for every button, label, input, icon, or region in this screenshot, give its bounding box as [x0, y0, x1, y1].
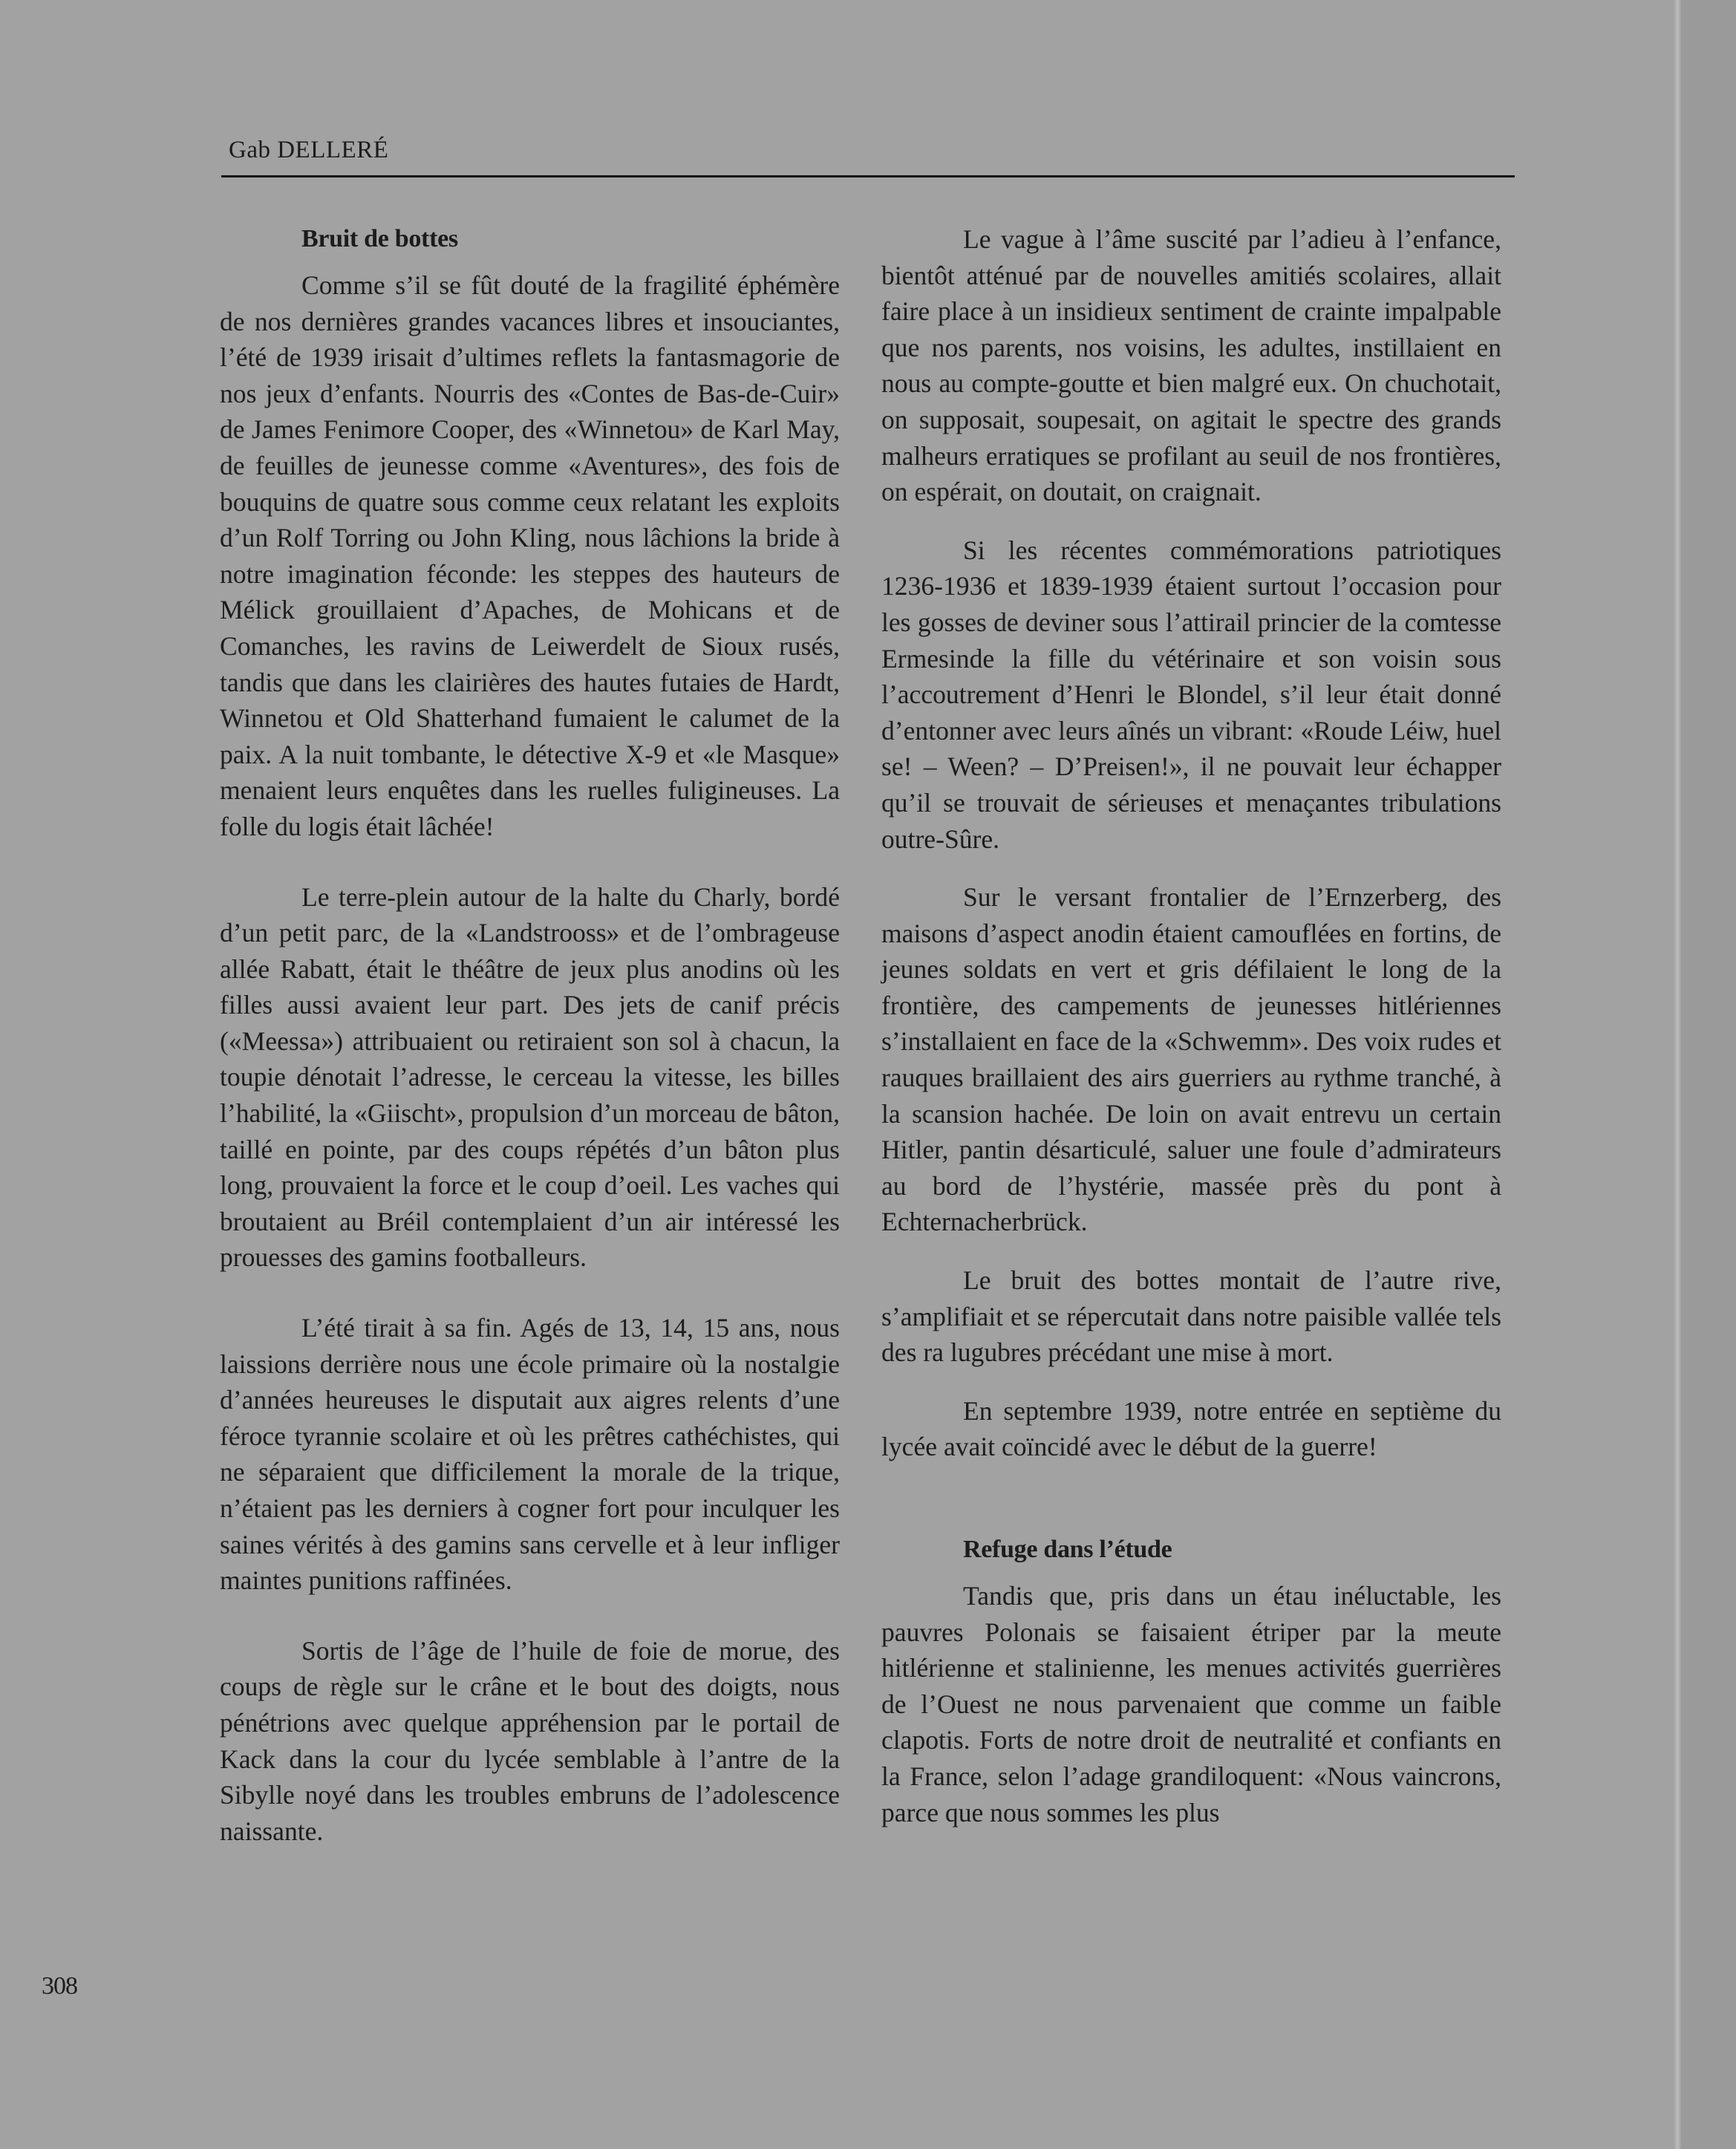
- paragraph: Si les récentes commémorations patriotiques 1236-1936 et 1839-1939 étaient surtout l’occasion pour les gosses de deviner sous l’attirail princier de la comtesse Ermesinde la fille du vétérinaire et son voisin sous l’accoutrement d’Henri le Blondel, s’il leur était donné d’entonner avec leurs aînés un vibrant: «Roude Léiw, huel se! – Ween? – D’Preisen!», il ne pouvait leur échapper qu’il se trouvait de sérieuses et menaçantes tribulations outre-Sûre.: [881, 535, 1501, 854]
- page-number: 308: [42, 1972, 77, 2000]
- paragraph: Sur le versant frontalier de l’Ernzerberg, des maisons d’aspect anodin étaient camouflées en fortins, de jeunes soldats en vert et gris défilaient le long de la frontière, des campements de jeunesses hitlériennes s’installaient en face de la «Schwemm». Des voix rudes et rauques braillaient des airs guerriers au rythme tranché, à la scansion hachée. De loin on avait entrevu un certain Hitler, pantin désarticulé, saluer une foule d’admirateurs au bord de l’hystérie, massée près du pont à Echternacherbrück.: [881, 882, 1501, 1237]
- paragraph: Le bruit des bottes montait de l’autre rive, s’amplifiait et se répercutait dans notre paisible vallée tels des ra lugubres précédant une mise à mort.: [881, 1265, 1501, 1368]
- spacer: [881, 857, 1501, 879]
- header-rule: [221, 175, 1515, 177]
- page-fold: [1674, 0, 1681, 2149]
- spacer: [881, 1568, 1501, 1578]
- spacer: [881, 1465, 1501, 1532]
- spacer: [881, 510, 1501, 532]
- paragraph: L’été tirait à sa fin. Agés de 13, 14, 15 ans, nous laissions derrière nous une école primaire où la nostalgie d’années heureuses le disputait aux aigres relents d’une féroce tyrannie scolaire et où les prêtres cathéchistes, qui ne séparaient que difficilement la morale de la trique, n’étaient pas les derniers à cogner fort pour inculquer les saines vérités à des gamins sans cervelle et à leur infliger maintes punitions raffinées.: [220, 1313, 840, 1596]
- spacer: [220, 1599, 840, 1633]
- paragraph: En septembre 1939, notre entrée en septième du lycée avait coïncidé avec le début de la guerre!: [881, 1395, 1501, 1462]
- right-column: [881, 221, 1501, 1830]
- spacer: [881, 1371, 1501, 1393]
- paragraph: Le vague à l’âme suscité par l’adieu à l’enfance, bientôt atténué par de nouvelles amitiés scolaires, allait faire place à un insidieux sentiment de crainte impalpable que nos parents, nos voisins, les adultes, instillaient en nous au compte-goutte et bien malgré eux. On chuchotait, on supposait, soupesait, on agitait le spectre des grands malheurs erratiques se profilant au seuil de nos frontières, on espérait, on doutait, on craignait.: [881, 224, 1501, 507]
- running-head-author: Gab DELLERÉ: [229, 137, 389, 163]
- adjacent-page-edge: [1681, 0, 1736, 2149]
- paragraph: Sortis de l’âge de l’huile de foie de morue, des coups de règle sur le crâne et le bout des doigts, nous pénétrions avec quelque appréhension par le portail de Kack dans la cour du lycée semblable à l’antre de la Sibylle noyé dans les troubles embruns de l’adolescence naissante.: [220, 1635, 840, 1846]
- paragraph: Comme s’il se fût douté de la fragilité éphémère de nos dernières grandes vacances libres et insouciantes, l’été de 1939 irisait d’ultimes reflets la fantasmagorie de nos jeux d’enfants. Nourris des «Contes de Bas-de-Cuir» de James Fenimore Cooper, des «Winnetou» de Karl May, de feuilles de jeunesse comme «Aventures», des fois de bouquins de quatre sous comme ceux relatant les exploits d’un Rolf Torring ou John Kling, nous lâchions la bride à notre imagination féconde: les steppes des hauteurs de Mélick grouillaient d’Apaches, de Mohicans et de Comanches, les ravins de Leiwerdelt de Sioux rusés, tandis que dans les clairières des hautes futaies de Hardt, Winnetou et Old Shatterhand fumaient le calumet de la paix. A la nuit tombante, le détective X-9 et «le Masque» menaient leurs enquêtes dans les ruelles fuligineuses. La folle du logis était lâchée!: [220, 270, 840, 841]
- spacer: [881, 1240, 1501, 1262]
- spacer: [220, 1276, 840, 1310]
- section-title-refuge-dans-l-etude: Refuge dans l’étude: [963, 1536, 1172, 1563]
- section-title-bruit-de-bottes: Bruit de bottes: [301, 225, 458, 252]
- spacer: [220, 845, 840, 879]
- paragraph: Tandis que, pris dans un étau inéluctable, les pauvres Polonais se faisaient étriper par la meute hitlérienne et stalinienne, les menues activités guerrières de l’Ouest ne nous parvenaient que comme un faible clapotis. Forts de notre droit de neutralité et confiants en la France, selon l’adage grandiloquent: «Nous vaincrons, parce que nous sommes les plus: [881, 1581, 1501, 1827]
- paragraph: Le terre-plein autour de la halte du Charly, bordé d’un petit parc, de la «Landstrooss» et de l’ombrageuse allée Rabatt, était le théâtre de jeux plus anodins où les filles aussi avaient leur part. Des jets de canif précis («Meessa») attribuaient ou retiraient son sol à chacun, la toupie dénotait l’adresse, le cerceau la vitesse, les billes l’habilité, la «Giischt», propulsion d’un morceau de bâton, taillé en pointe, par des coups répétés d’un bâton plus long, prouvaient la force et le coup d’oeil. Les vaches qui broutaient au Bréil contemplaient d’un air intéressé les prouesses des gamins footballeurs.: [220, 881, 840, 1273]
- left-column: [220, 221, 840, 1849]
- spacer: [220, 257, 840, 267]
